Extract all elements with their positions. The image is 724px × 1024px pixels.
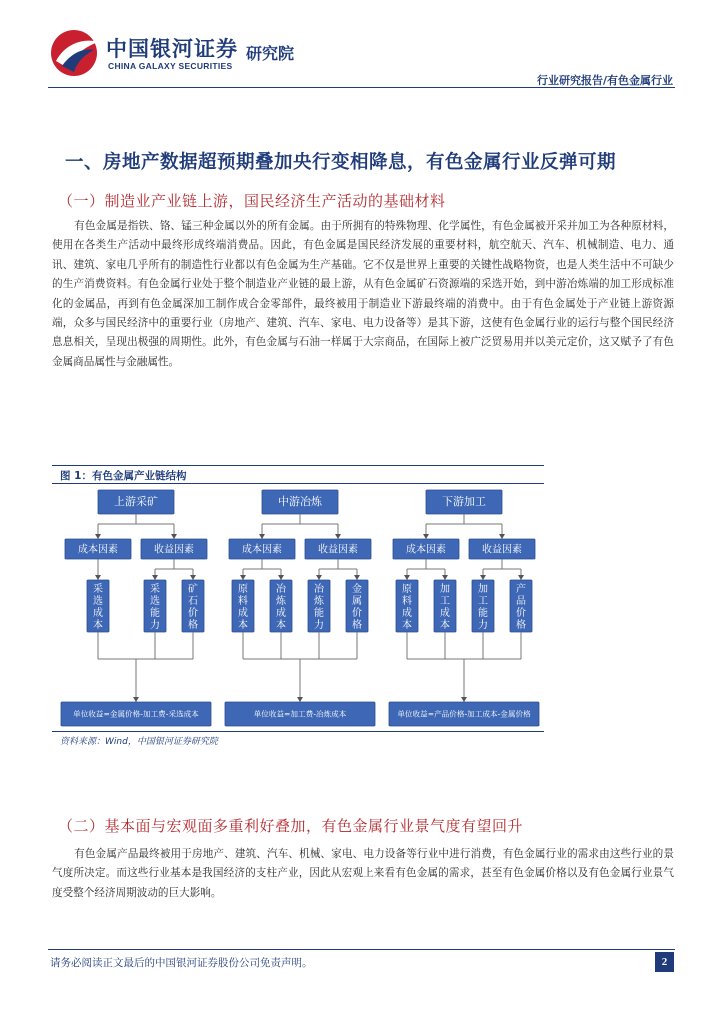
arrow-head-icon bbox=[297, 697, 303, 702]
arrow-head-icon bbox=[133, 697, 139, 702]
logo-chinese-name: 中国银河证券 bbox=[106, 37, 238, 61]
cost-item-label: 采选成本 bbox=[93, 584, 103, 631]
arrow-head-icon bbox=[423, 534, 429, 539]
subsection-title-2: （二）基本面与宏观面多重利好叠加，有色金属行业景气度有望回升 bbox=[58, 817, 524, 835]
cost-factor-label: 成本因素 bbox=[78, 544, 118, 556]
stage-name: 上游采矿 bbox=[114, 495, 158, 508]
body-paragraph-2 bbox=[52, 845, 674, 903]
arrow-head-icon bbox=[152, 575, 158, 580]
revenue-item-label: 金属价格 bbox=[352, 584, 362, 631]
header-divider bbox=[48, 87, 675, 88]
revenue-factor-label: 收益因素 bbox=[154, 544, 194, 556]
report-type: 行业研究报告/有色金属行业 bbox=[536, 74, 673, 87]
footer-disclaimer: 请务必阅读正文最后的中国银河证券股份公司免责声明。 bbox=[50, 957, 313, 969]
cost-item-label: 冶炼成本 bbox=[276, 584, 286, 631]
revenue-item-label: 冶炼能力 bbox=[314, 584, 324, 631]
arrow-head-icon bbox=[499, 534, 505, 539]
arrow-head-icon bbox=[442, 575, 448, 580]
body-paragraph-2-text: 有色金属产品最终被用于房地产、建筑、汽车、机械、家电、电力设备等行业中进行消费，有色金属行业的需求由这些行业的景气度所决定。而这些行业基本是我国经济的支柱产业，因此从宏观上来看有色金属的需求，甚至有色金属价格以及有色金属行业景气度受整个经济周期波动的巨大影响。 bbox=[52, 848, 674, 899]
cost-item-label: 原料成本 bbox=[238, 584, 248, 631]
revenue-item-label: 产品价格 bbox=[516, 584, 526, 631]
figure-title: 图 1：有色金属产业链结构 bbox=[60, 470, 187, 482]
arrow-head-icon bbox=[278, 575, 284, 580]
formula-label: 单位收益=金属价格-加工费-采选成本 bbox=[73, 709, 199, 719]
formula-label: 单位收益=产品价格-加工成本-金属价格 bbox=[397, 709, 531, 719]
figure-top-rule bbox=[52, 465, 544, 466]
institute-label: 研究院 bbox=[246, 44, 295, 63]
galaxy-logo-icon bbox=[48, 28, 100, 78]
revenue-item-label: 采选能力 bbox=[150, 584, 160, 631]
stage-name: 下游加工 bbox=[442, 495, 486, 508]
cost-factor-label: 成本因素 bbox=[242, 544, 282, 556]
cost-item-label: 原料成本 bbox=[402, 584, 412, 631]
arrow-head-icon bbox=[354, 575, 360, 580]
arrow-head-icon bbox=[335, 534, 341, 539]
cost-item-label: 加工成本 bbox=[440, 584, 450, 631]
body-paragraph-1 bbox=[52, 217, 674, 372]
arrow-head-icon bbox=[316, 575, 322, 580]
revenue-item-label: 矿石价格 bbox=[188, 584, 198, 631]
arrow-head-icon bbox=[480, 575, 486, 580]
figure-source: 资料来源：Wind，中国银河证券研究院 bbox=[60, 737, 218, 747]
revenue-item-label: 加工能力 bbox=[478, 584, 488, 631]
arrow-head-icon bbox=[259, 534, 265, 539]
cost-factor-label: 成本因素 bbox=[406, 544, 446, 556]
arrow-head-icon bbox=[518, 575, 524, 580]
footer-divider bbox=[48, 949, 675, 950]
stage-name: 中游冶炼 bbox=[278, 495, 322, 508]
arrow-head-icon bbox=[461, 697, 467, 702]
section-title: 一、房地产数据超预期叠加央行变相降息，有色金属行业反弹可期 bbox=[65, 152, 617, 173]
arrow-head-icon bbox=[240, 575, 246, 580]
arrow-head-icon bbox=[190, 575, 196, 580]
page-number: 2 bbox=[655, 952, 674, 972]
arrow-head-icon bbox=[95, 575, 101, 580]
figure-bottom-rule bbox=[52, 731, 544, 732]
arrow-head-icon bbox=[95, 534, 101, 539]
industry-chain-diagram bbox=[52, 484, 544, 730]
logo-english-name: CHINA GALAXY SECURITIES bbox=[108, 61, 233, 71]
revenue-factor-label: 收益因素 bbox=[482, 544, 522, 556]
arrow-head-icon bbox=[404, 575, 410, 580]
subsection-title-1: （一）制造业产业链上游，国民经济生产活动的基础材料 bbox=[58, 192, 446, 210]
formula-label: 单位收益=加工费-冶炼成本 bbox=[253, 709, 347, 719]
revenue-factor-label: 收益因素 bbox=[318, 544, 358, 556]
body-paragraph-1-text: 有色金属是指铁、铬、锰三种金属以外的所有金属。由于所拥有的特殊物理、化学属性，有色金属被开采并加工为各种原材料，使用在各类生产活动中最终形成终端消费品。因此，有色金属是国民经济发展的重要材料，航空航天、汽车、机械制造、电力、通讯、建筑、家电几乎所有的制造性行业都以有色金属为生产基础。它不仅是世界上重要的关键性战略物资，也是人类生活中不可缺少的生产消费资料。有色金属行业处于整个制造业产业链的最上游，从有色金属矿石资源端的采选开始，到中游冶炼端的加工形成标准化的金属品，再到有色金属深加工制作成合金零部件，最终被用于制造业下游最终端的消费中。由于有色金属处于产业链上游资源端，众多与国民经济中的重要行业（房地产、建筑、汽车、家电、电力设备等）是其下游，这使有色金属行业的运行与整个国民经济息息相关，呈现出极强的周期性。此外，有色金属与石油一样属于大宗商品，在国际上被广泛贸易用并以美元定价，这又赋予了有色金属商品属性与金融属性。 bbox=[52, 220, 674, 368]
arrow-head-icon bbox=[171, 534, 177, 539]
